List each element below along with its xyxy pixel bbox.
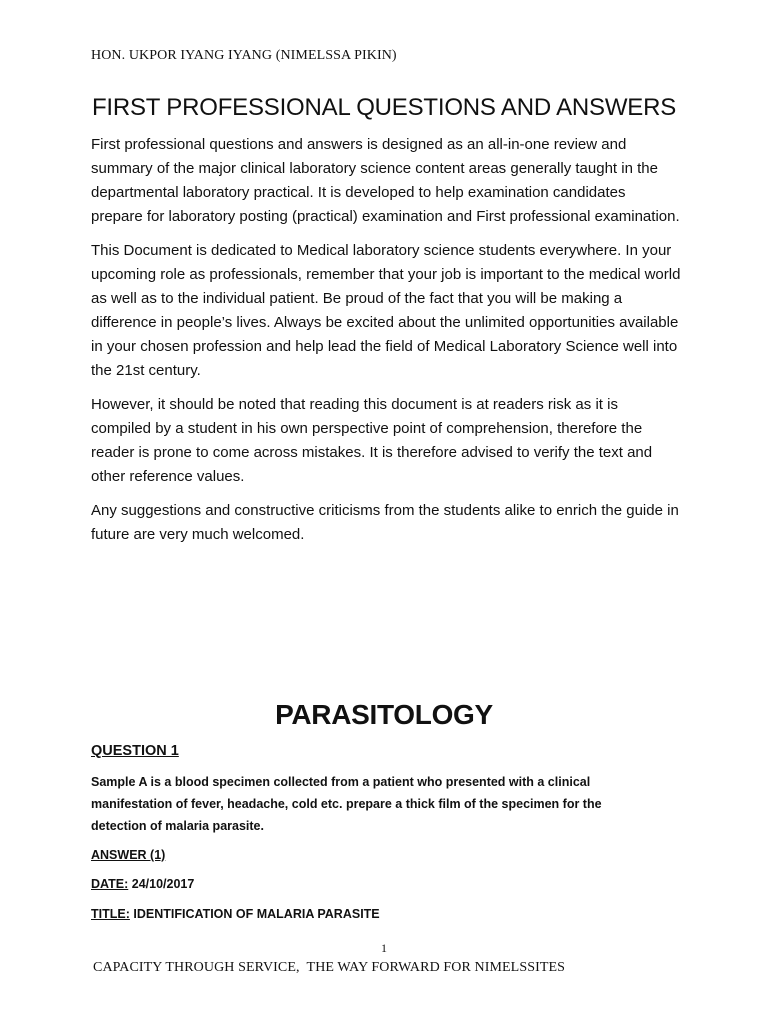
- date-line: [91, 877, 194, 891]
- title-line: [91, 907, 380, 921]
- question-text: Sample A is a blood specimen collected from a patient who presented with a clinical manifestation of fever, headache, cold etc. prepare a thick film of the specimen for the detection of malaria parasite.: [91, 775, 602, 833]
- intro-paragraph-3: However, it should be noted that reading this document is at readers risk as it is compiled by a student in his own perspective point of comprehension, therefore the reader is prone to come across mistakes. It is therefore advised to verify the text and other reference values.: [91, 396, 653, 485]
- intro-paragraph-4: Any suggestions and constructive criticisms from the students alike to enrich the guide in future are very much welcomed.: [91, 502, 679, 543]
- date-label: DATE:: [91, 877, 129, 891]
- section-title: PARASITOLOGY: [275, 699, 493, 730]
- title-label: TITLE:: [91, 907, 130, 921]
- intro-paragraph-1: First professional questions and answers is designed as an all-in-one review and summary of the major clinical laboratory science content areas generally taught in the departmental laboratory practical. It is developed to help examination candidates prepare for laboratory posting (practical) examination and First professional examination.: [91, 136, 680, 225]
- intro-paragraph-2: This Document is dedicated to Medical laboratory science students everywhere. In your upcoming role as professionals, remember that your job is important to the medical world as well as to the individual patient. Be proud of the fact that you will be making a difference in people’s lives. Always be excited about the unlimited opportunities available in your chosen profession and help lead the field of Medical Laboratory Science well into the 21st century.: [91, 242, 681, 379]
- page-number: 1: [381, 941, 387, 955]
- intro-section: [91, 133, 681, 557]
- question-label: QUESTION 1: [91, 743, 179, 759]
- title-value: IDENTIFICATION OF MALARIA PARASITE: [129, 907, 380, 921]
- footer-motto: CAPACITY THROUGH SERVICE, THE WAY FORWARD FOR NIMELSSITES: [93, 960, 566, 975]
- date-value: 24/10/2017: [128, 877, 195, 891]
- answer-label: ANSWER (1): [91, 848, 166, 862]
- document-title: FIRST PROFESSIONAL QUESTIONS AND ANSWERS: [91, 94, 677, 121]
- page-header-author: HON. UKPOR IYANG IYANG (NIMELSSA PIKIN): [91, 48, 397, 63]
